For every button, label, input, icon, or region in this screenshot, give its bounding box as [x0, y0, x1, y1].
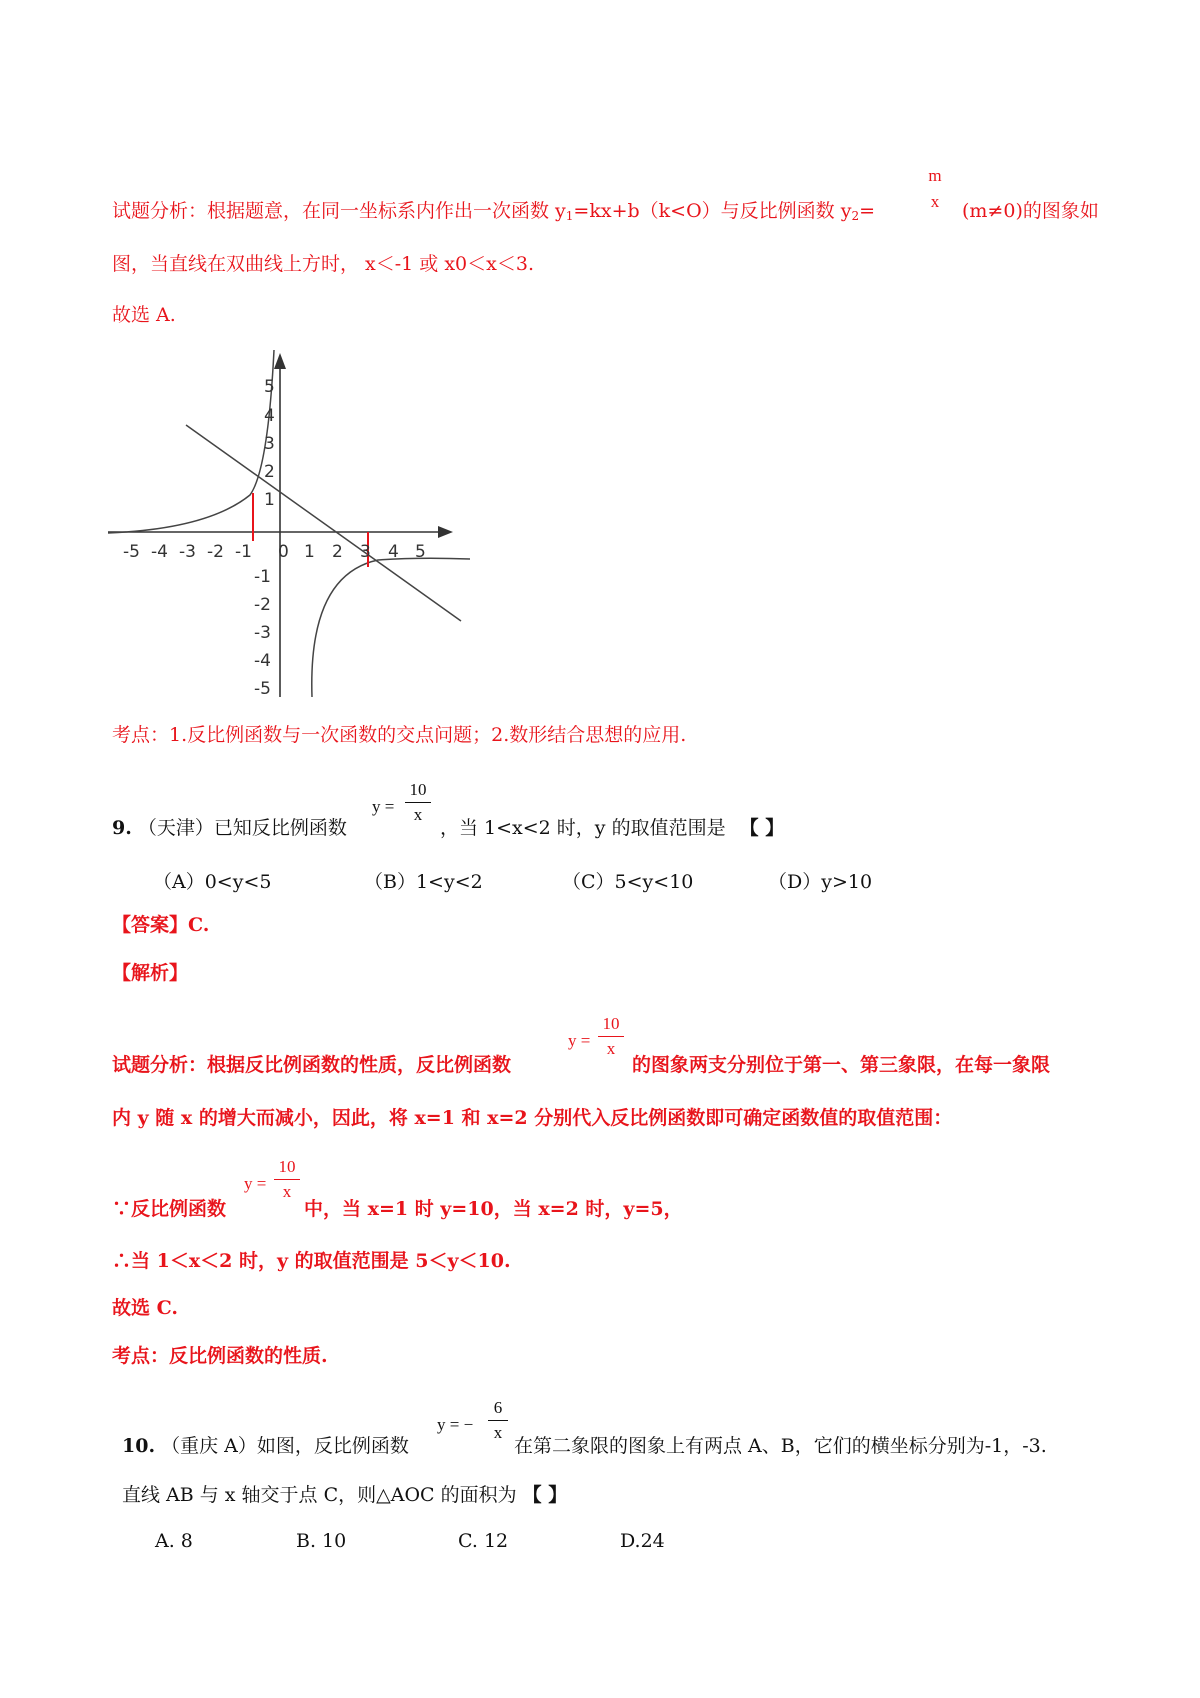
subscript-1: 1: [565, 209, 574, 223]
hyperbola-branch-right: [312, 558, 470, 697]
analysis1-line1-end: [962, 199, 1099, 223]
y-tick: -1: [254, 567, 271, 587]
y-tick: -3: [254, 623, 271, 643]
x-tick: -4: [151, 542, 168, 562]
q10-stem-post: 在第二象限的图象上有两点 A、B，它们的横坐标分别为-1，-3.: [514, 1435, 1047, 1457]
q9-because-fraction: [274, 1157, 300, 1202]
q9-therefore: ∴当 1＜x＜2 时，y 的取值范围是 5＜y＜10.: [112, 1250, 511, 1272]
q10-text-pre: （重庆 A）如图，反比例函数: [161, 1435, 409, 1457]
q9-jiexi: 【解析】: [112, 962, 189, 984]
q9-because-pre: ∵反比例函数: [112, 1198, 227, 1220]
q10-stem: [122, 1434, 409, 1458]
x-tick: -2: [207, 542, 224, 562]
q9-option-d[interactable]: （D）y>10: [768, 871, 873, 893]
q10-option-b[interactable]: B. 10: [296, 1530, 347, 1552]
frac-denominator: x: [413, 805, 423, 824]
x-tick-labels: [123, 542, 426, 562]
x-tick: 4: [388, 542, 399, 562]
analysis1-text-c: (m≠0)的图象如: [962, 200, 1099, 222]
q9-analysis-eq-lhs: y =: [568, 1031, 591, 1050]
linear-function-line: [186, 425, 461, 621]
q9-text-pre: （天津）已知反比例函数: [137, 817, 347, 839]
q10-line2-text: 直线 AB 与 x 轴交于点 C，则△AOC 的面积为: [122, 1484, 517, 1506]
analysis1-line1: [112, 199, 875, 228]
q9-because-eq-lhs: y =: [244, 1174, 267, 1193]
q9-choice: 故选 C.: [112, 1297, 179, 1319]
analysis1-eq: =: [859, 200, 875, 222]
q10-option-d[interactable]: D.24: [620, 1530, 665, 1552]
analysis1-choice: 故选 A.: [112, 304, 176, 326]
y-tick: 4: [264, 406, 275, 426]
q10-fraction: [488, 1398, 508, 1443]
fraction-m-over-x: [924, 166, 946, 212]
q9-kaodian: 考点：反比例函数的性质.: [112, 1345, 328, 1367]
x-axis-arrow: [438, 526, 453, 538]
q9-number: 9.: [112, 817, 132, 839]
frac-numerator: m: [928, 166, 942, 185]
y-tick: -4: [254, 651, 271, 671]
frac-bar: [598, 1036, 624, 1037]
function-graph: [108, 345, 470, 697]
q9-stem: [112, 816, 347, 840]
q9-analysis-line1: 试题分析：根据反比例函数的性质，反比例函数: [112, 1054, 512, 1076]
frac-bar: [405, 802, 431, 803]
y-tick: 2: [264, 462, 275, 482]
hyperbola-branch-left: [108, 350, 274, 533]
y-tick: 5: [264, 377, 275, 397]
frac-numerator: 6: [493, 1398, 503, 1417]
analysis1-line2: 图，当直线在双曲线上方时， x＜-1 或 x0＜x＜3.: [112, 253, 534, 275]
frac-bar: [488, 1420, 508, 1421]
q9-analysis-line1-post: 的图象两支分别位于第一、第三象限，在每一象限: [632, 1054, 1051, 1076]
q9-fraction: [405, 780, 431, 825]
y-tick: -2: [254, 595, 271, 615]
q9-eq-lhs: y =: [372, 797, 395, 816]
frac-numerator: 10: [409, 780, 427, 799]
subscript-2: 2: [851, 209, 860, 223]
q10-number: 10.: [122, 1435, 156, 1457]
q9-option-c[interactable]: （C）5<y<10: [562, 871, 694, 893]
y-tick: 3: [264, 434, 275, 454]
y-axis-arrow: [274, 353, 286, 369]
frac-numerator: 10: [602, 1014, 620, 1033]
frac-denominator: x: [493, 1423, 503, 1442]
frac-denominator: x: [282, 1182, 292, 1201]
q9-analysis-fraction: [598, 1014, 624, 1059]
q10-eq-lhs: y = −: [437, 1415, 474, 1434]
q10-option-a[interactable]: A. 8: [155, 1530, 193, 1552]
y-tick: 1: [264, 490, 275, 510]
q10-line2: [122, 1483, 567, 1507]
frac-bar: [274, 1179, 300, 1180]
frac-numerator: 10: [278, 1157, 296, 1176]
x-tick: -1: [235, 542, 252, 562]
x-tick: 5: [415, 542, 426, 562]
x-tick: 1: [304, 542, 315, 562]
y-tick-labels: [254, 377, 275, 697]
q9-option-b[interactable]: （B）1<y<2: [364, 871, 483, 893]
q10-answer-bracket: 【 】: [522, 1484, 568, 1506]
q9-analysis-line2: 内 y 随 x 的增大而减小，因此，将 x=1 和 x=2 分别代入反比例函数即可确定函数值的取值范围：: [112, 1107, 953, 1129]
x-tick: 0: [278, 542, 289, 562]
analysis1-text-b: =kx+b（k<O）与反比例函数 y: [573, 200, 852, 222]
frac-denominator: x: [930, 192, 940, 211]
q9-stem-post: [440, 816, 784, 840]
q9-text-post: ，当 1<x<2 时，y 的取值范围是: [440, 817, 726, 839]
q9-option-a[interactable]: （A）0<y<5: [153, 871, 272, 893]
analysis1-text-a: 试题分析：根据题意，在同一坐标系内作出一次函数 y: [112, 200, 566, 222]
q9-answer-bracket: 【 】: [739, 817, 785, 839]
x-tick: -3: [179, 542, 196, 562]
q9-answer: 【答案】C.: [112, 914, 210, 936]
q10-option-c[interactable]: C. 12: [458, 1530, 509, 1552]
x-tick: 2: [332, 542, 343, 562]
frac-denominator: x: [606, 1039, 616, 1058]
x-tick: 3: [360, 542, 371, 562]
analysis1-kaodian: 考点：1.反比例函数与一次函数的交点问题；2.数形结合思想的应用.: [112, 724, 687, 746]
y-tick: -5: [254, 679, 271, 697]
x-tick: -5: [123, 542, 140, 562]
q9-because-post: 中，当 x=1 时 y=10，当 x=2 时，y=5，: [304, 1198, 683, 1220]
